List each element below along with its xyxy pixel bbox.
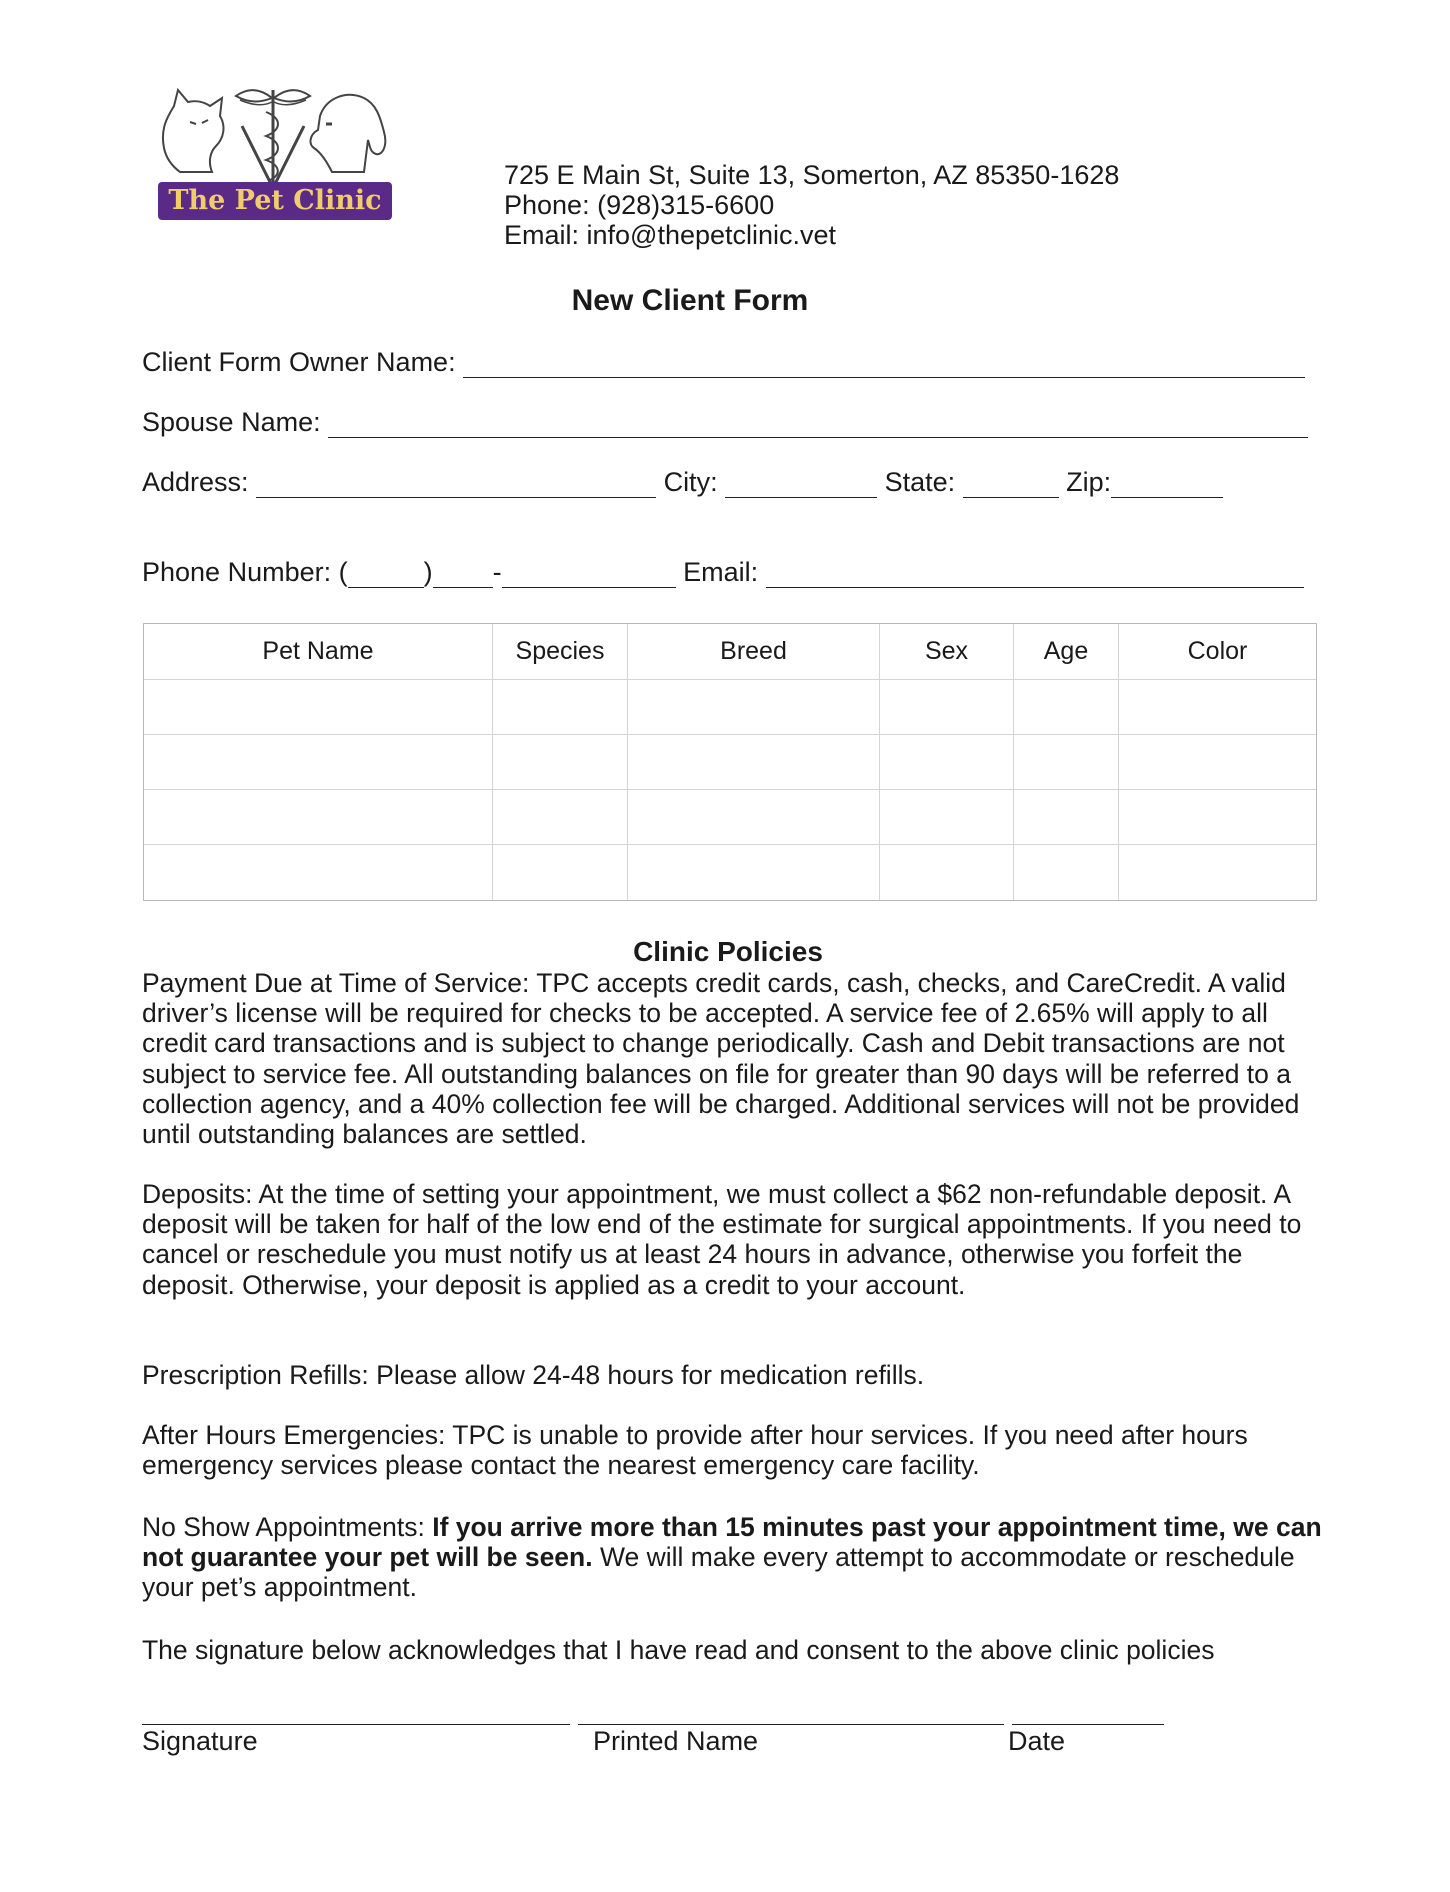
state-field[interactable] — [963, 471, 1059, 498]
zip-field[interactable] — [1111, 471, 1223, 498]
table-row[interactable] — [144, 790, 1316, 844]
clinic-email: Email: info@thepetclinic.vet — [504, 220, 837, 250]
spouse-name-label: Spouse Name: — [142, 407, 329, 437]
deposit-policy: Deposits: At the time of setting your appointment, we must collect a $62 non-refundable deposit. A deposit will be taken for half of the low end of the estimate for surgical appointments. If you need to cancel or reschedule you must notify us at least 24 hours in advance, otherwise you forfeit the deposit. Otherwise, your deposit is applied as a credit to your account. — [142, 1179, 1302, 1300]
spouse-name-row — [142, 407, 1308, 438]
table-row[interactable] — [144, 680, 1316, 734]
owner-name-row — [142, 347, 1305, 378]
no-show-warning: If you arrive more than 15 minutes past your appointment time, we can not guarantee your pet will be seen. — [142, 1512, 1322, 1573]
clinic-phone: Phone: (928)315-6600 — [504, 190, 775, 220]
printed-name-field[interactable] — [578, 1698, 1004, 1725]
email-field[interactable] — [766, 561, 1304, 588]
column-header-pet-name: Pet Name — [262, 637, 374, 665]
column-header-sex: Sex — [924, 637, 969, 665]
column-header-breed: Breed — [720, 637, 787, 665]
phone-area-code-field[interactable] — [348, 561, 424, 588]
owner-name-label: Client Form Owner Name: — [142, 347, 464, 377]
clinic-logo — [150, 76, 400, 228]
phone-prefix-field[interactable] — [433, 561, 493, 588]
column-header-age: Age — [1043, 637, 1089, 665]
printed-name-label: Printed Name — [593, 1726, 759, 1756]
policies-title: Clinic Policies — [633, 936, 823, 967]
table-row[interactable] — [144, 735, 1316, 789]
contact-block — [504, 160, 1119, 250]
clinic-address: 725 E Main St, Suite 13, Somerton, AZ 85350-1628 — [504, 160, 1120, 190]
table-row[interactable] — [144, 845, 1316, 899]
phone-line-field[interactable] — [502, 561, 676, 588]
date-field[interactable] — [1012, 1698, 1164, 1725]
no-show-lead: No Show Appointments: — [142, 1512, 433, 1542]
address-label: Address: — [142, 467, 257, 497]
phone-label: Phone Number: ( — [142, 557, 348, 587]
after-hours-policy: After Hours Emergencies: TPC is unable to provide after hour services. If you need after hours emergency services please contact the nearest emergency care facility. — [142, 1420, 1248, 1481]
phone-email-row — [142, 557, 1304, 588]
email-label: Email: — [675, 557, 766, 587]
phone-close-paren: ) — [423, 557, 433, 587]
spouse-name-field[interactable] — [328, 411, 1308, 438]
owner-name-field[interactable] — [463, 351, 1305, 378]
zip-label: Zip: — [1058, 467, 1112, 497]
column-header-color: Color — [1187, 637, 1248, 665]
date-label: Date — [1008, 1726, 1066, 1756]
refill-policy: Prescription Refills: Please allow 24-48 hours for medication refills. — [142, 1360, 925, 1390]
column-header-species: Species — [515, 637, 605, 665]
phone-dash: - — [492, 557, 502, 587]
acknowledgement-text: The signature below acknowledges that I have read and consent to the above clinic policies — [142, 1635, 1215, 1665]
signature-field[interactable] — [142, 1698, 570, 1725]
no-show-rest: We will make every attempt to accommodate or reschedule your pet’s appointment. — [142, 1542, 1295, 1603]
address-field[interactable] — [256, 471, 656, 498]
state-label: State: — [877, 467, 963, 497]
address-row — [142, 467, 1223, 498]
pet-table — [143, 623, 1317, 901]
form-title: New Client Form — [571, 284, 809, 317]
no-show-policy — [142, 1512, 1322, 1603]
payment-policy: Payment Due at Time of Service: TPC accepts credit cards, cash, checks, and CareCredit. A valid driver’s license will be required for checks to be accepted. A service fee of 2.65% will apply to all credit card transactions and is subject to change periodically. Cash and Debit transactions are not subject to service fee. All outstanding balances on file for greater than 90 days will be referred to a collection agency, and a 40% collection fee will be charged. Additional services will not be provided until outstanding balances are settled. — [142, 968, 1300, 1150]
city-label: City: — [656, 467, 726, 497]
signature-label: Signature — [142, 1726, 258, 1756]
logo-text: The Pet Clinic — [168, 185, 382, 216]
city-field[interactable] — [725, 471, 877, 498]
